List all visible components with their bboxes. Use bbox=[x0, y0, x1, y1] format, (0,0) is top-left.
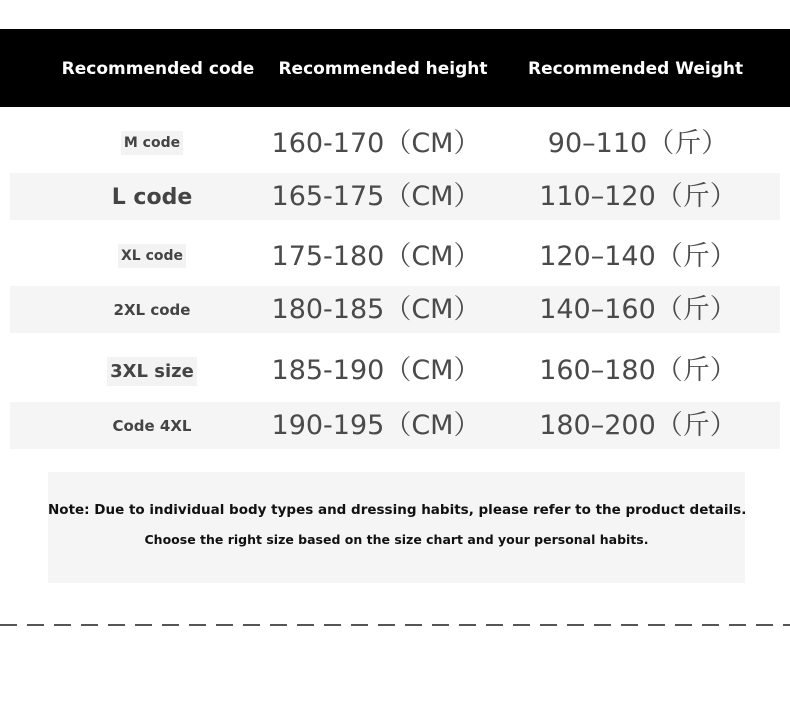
height-range: 190-195（CM） bbox=[271, 410, 481, 441]
size-code: L code bbox=[111, 184, 193, 210]
header-recommended-height: Recommended height bbox=[278, 59, 488, 79]
table-row bbox=[0, 173, 790, 220]
height-range: 185-190（CM） bbox=[271, 355, 481, 386]
table-header bbox=[0, 29, 790, 107]
table-row bbox=[0, 233, 790, 280]
size-code: XL code bbox=[118, 244, 186, 268]
weight-range: 90–110（斤） bbox=[547, 128, 729, 159]
note-box bbox=[48, 472, 745, 583]
table-row bbox=[0, 286, 790, 333]
size-code: 3XL size bbox=[107, 357, 197, 386]
height-range: 180-185（CM） bbox=[271, 294, 481, 325]
note-line-2: Choose the right size based on the size chart and your personal habits. bbox=[144, 532, 649, 547]
dashed-divider bbox=[0, 624, 790, 626]
weight-range: 110–120（斤） bbox=[539, 181, 737, 212]
weight-range: 160–180（斤） bbox=[539, 355, 737, 386]
height-range: 160-170（CM） bbox=[271, 128, 481, 159]
table-row bbox=[0, 402, 790, 449]
header-recommended-code: Recommended code bbox=[61, 59, 255, 79]
height-range: 175-180（CM） bbox=[271, 241, 481, 272]
size-code: 2XL code bbox=[113, 300, 191, 319]
weight-range: 140–160（斤） bbox=[539, 294, 737, 325]
table-row bbox=[0, 347, 790, 394]
header-recommended-weight: Recommended Weight bbox=[528, 59, 744, 79]
height-range: 165-175（CM） bbox=[271, 181, 481, 212]
note-line-1: Note: Due to individual body types and dressing habits, please refer to the product details. bbox=[48, 502, 747, 518]
table-row bbox=[0, 120, 790, 167]
weight-range: 180–200（斤） bbox=[539, 410, 737, 441]
weight-range: 120–140（斤） bbox=[539, 241, 737, 272]
size-code: M code bbox=[121, 131, 183, 155]
size-code: Code 4XL bbox=[112, 416, 192, 435]
